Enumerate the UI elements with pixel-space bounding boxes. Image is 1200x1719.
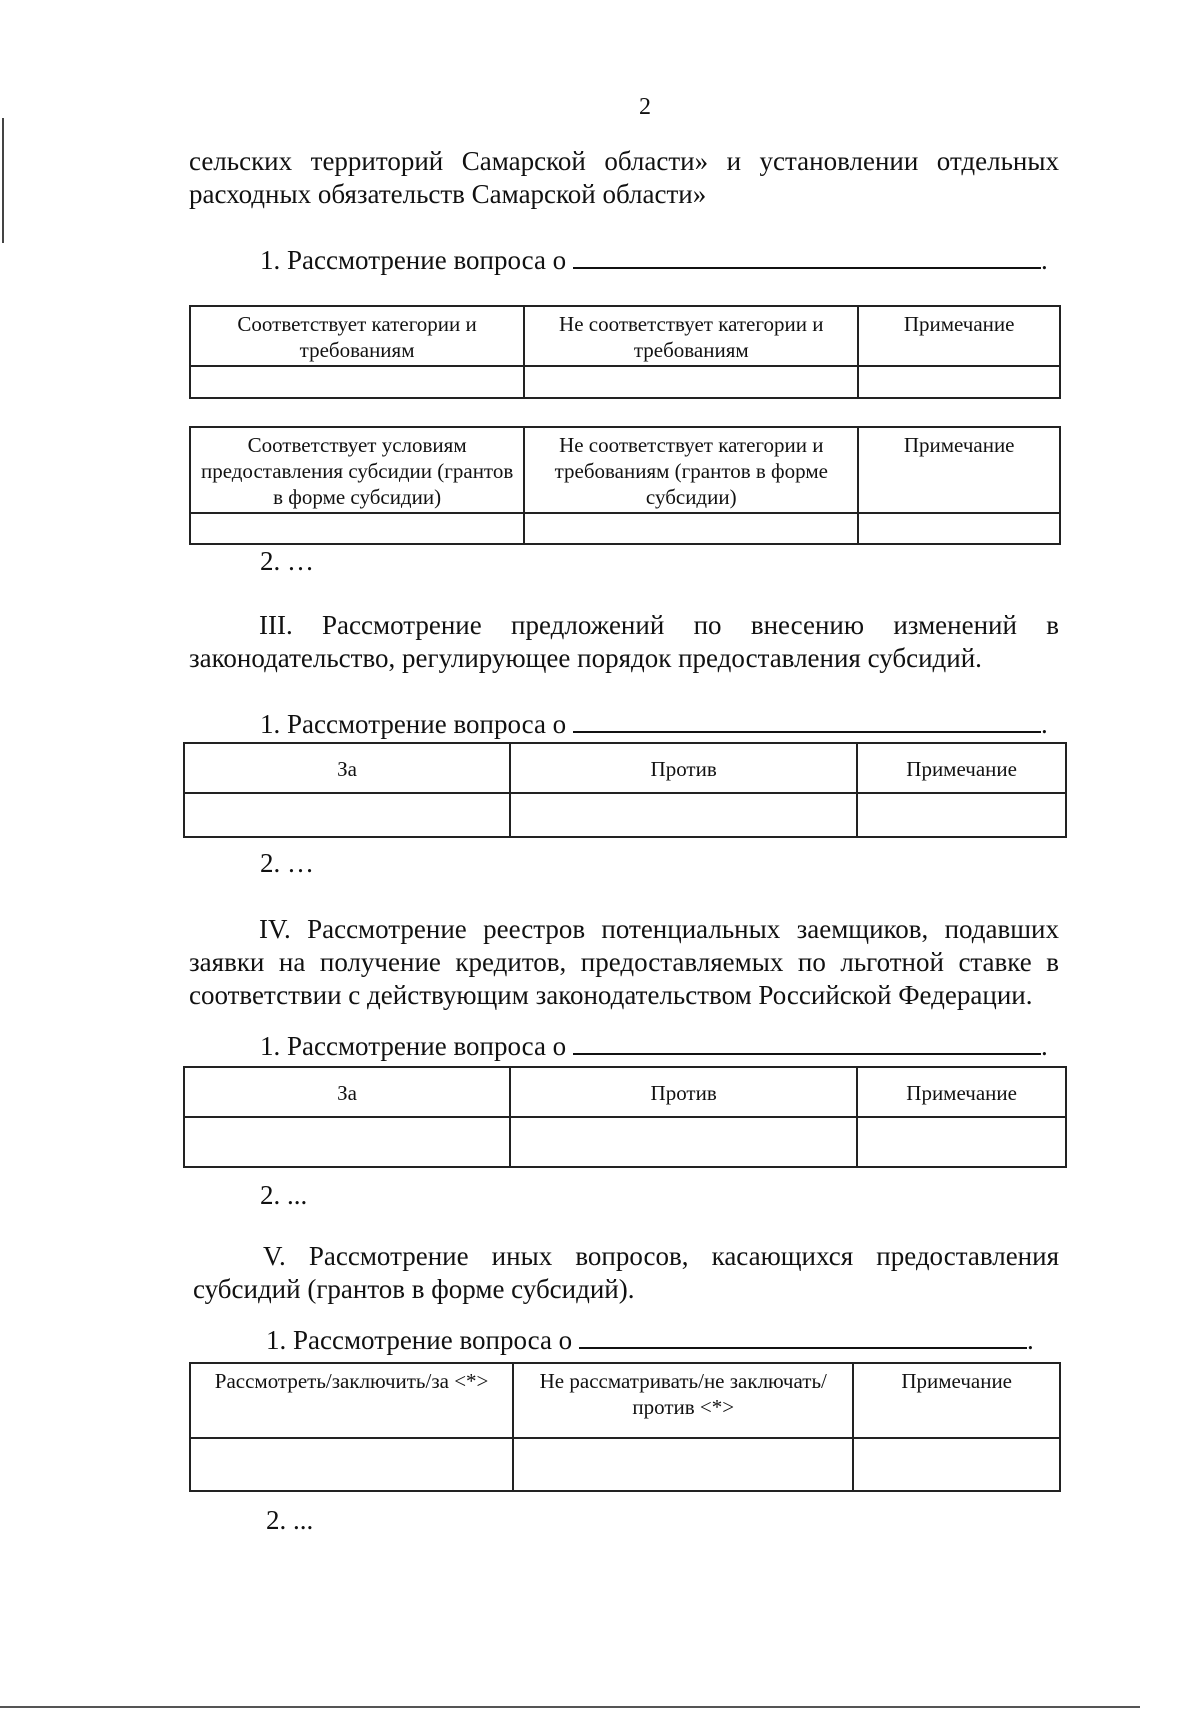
header-note: Примечание bbox=[857, 743, 1066, 793]
continuation-marker: 2. ... bbox=[260, 1180, 308, 1210]
table-vote-section-3 bbox=[183, 742, 1067, 838]
cell-note[interactable] bbox=[858, 366, 1060, 398]
question-label: 1. Рассмотрение вопроса о bbox=[260, 1031, 567, 1061]
table-header-row bbox=[190, 306, 1060, 366]
header-for: За bbox=[184, 743, 510, 793]
table-row bbox=[184, 793, 1066, 837]
section-4-heading-line-3: соответствии с действующим законодательством Российской Федерации. bbox=[189, 980, 1033, 1010]
header-against: Против bbox=[510, 1067, 857, 1117]
section-4-heading-line-2: заявки на получение кредитов, предоставляемых по льготной ставке в bbox=[189, 947, 1059, 977]
cell-note[interactable] bbox=[853, 1438, 1060, 1491]
table-category bbox=[189, 305, 1061, 399]
page-number: 2 bbox=[639, 94, 651, 120]
intro-line-2: расходных обязательств Самарской области» bbox=[189, 179, 707, 209]
question-line-1: 1. Рассмотрение вопроса о . bbox=[260, 709, 1048, 739]
header-for: За bbox=[184, 1067, 510, 1117]
table-header-row bbox=[190, 427, 1060, 513]
cell-for[interactable] bbox=[184, 793, 510, 837]
question-line-1: 1. Рассмотрение вопроса о . bbox=[266, 1325, 1034, 1355]
table-row bbox=[190, 366, 1060, 398]
scan-edge-bottom bbox=[0, 1706, 1140, 1708]
cell-not-matches-category[interactable] bbox=[524, 366, 858, 398]
header-against: Против bbox=[510, 743, 857, 793]
question-blank[interactable] bbox=[573, 707, 1041, 733]
cell-not-matches-grants[interactable] bbox=[524, 513, 858, 544]
continuation-marker: 2. … bbox=[260, 848, 314, 878]
header-note: Примечание bbox=[858, 306, 1060, 366]
intro-line-1: сельских территорий Самарской области» и установлении отдельных bbox=[189, 146, 1059, 176]
header-not-matches-grants: Не соответствует категории и требованиям (грантов в форме субсидии) bbox=[524, 427, 858, 513]
cell-not-consider[interactable] bbox=[513, 1438, 853, 1491]
table-header-row bbox=[184, 743, 1066, 793]
table-row bbox=[190, 1438, 1060, 1491]
header-not-consider: Не рассматривать/не заключать/против <*> bbox=[513, 1363, 853, 1438]
header-note: Примечание bbox=[858, 427, 1060, 513]
table-row bbox=[184, 1117, 1066, 1167]
cell-note[interactable] bbox=[857, 793, 1066, 837]
cell-for[interactable] bbox=[184, 1117, 510, 1167]
table-header-row bbox=[190, 1363, 1060, 1438]
question-label: 1. Рассмотрение вопроса о bbox=[260, 709, 567, 739]
section-3-heading-line-2: законодательство, регулирующее порядок предоставления субсидий. bbox=[189, 643, 982, 673]
question-line-1: 1. Рассмотрение вопроса о . bbox=[260, 1031, 1048, 1061]
section-3-heading-line-1: III. Рассмотрение предложений по внесению изменений в bbox=[259, 610, 1059, 640]
cell-note[interactable] bbox=[857, 1117, 1066, 1167]
continuation-marker: 2. ... bbox=[266, 1505, 314, 1535]
table-row bbox=[190, 513, 1060, 544]
header-matches-category: Соответствует категории и требованиям bbox=[190, 306, 524, 366]
header-consider: Рассмотреть/заключить/за <*> bbox=[190, 1363, 513, 1438]
continuation-marker: 2. … bbox=[260, 546, 314, 576]
question-line-1: 1. Рассмотрение вопроса о . bbox=[260, 245, 1048, 275]
header-note: Примечание bbox=[853, 1363, 1060, 1438]
question-blank[interactable] bbox=[573, 243, 1041, 269]
question-label: 1. Рассмотрение вопроса о bbox=[260, 245, 567, 275]
header-matches-conditions: Соответствует условиям предоставления субсидии (грантов в форме субсидии) bbox=[190, 427, 524, 513]
cell-matches-category[interactable] bbox=[190, 366, 524, 398]
table-conditions bbox=[189, 426, 1061, 545]
cell-against[interactable] bbox=[510, 1117, 857, 1167]
cell-consider[interactable] bbox=[190, 1438, 513, 1491]
question-label: 1. Рассмотрение вопроса о bbox=[266, 1325, 573, 1355]
question-blank[interactable] bbox=[579, 1323, 1027, 1349]
cell-note[interactable] bbox=[858, 513, 1060, 544]
header-not-matches-category: Не соответствует категории и требованиям bbox=[524, 306, 858, 366]
header-note: Примечание bbox=[857, 1067, 1066, 1117]
section-4-heading-line-1: IV. Рассмотрение реестров потенциальных заемщиков, подавших bbox=[259, 914, 1059, 944]
table-header-row bbox=[184, 1067, 1066, 1117]
cell-against[interactable] bbox=[510, 793, 857, 837]
cell-matches-conditions[interactable] bbox=[190, 513, 524, 544]
section-5-heading-line-2: субсидий (грантов в форме субсидий). bbox=[193, 1274, 635, 1304]
scan-edge-left bbox=[2, 118, 4, 243]
table-decision bbox=[189, 1362, 1061, 1492]
table-vote-section-4 bbox=[183, 1066, 1067, 1168]
question-blank[interactable] bbox=[573, 1029, 1041, 1055]
section-5-heading-line-1: V. Рассмотрение иных вопросов, касающихся предоставления bbox=[263, 1241, 1059, 1271]
